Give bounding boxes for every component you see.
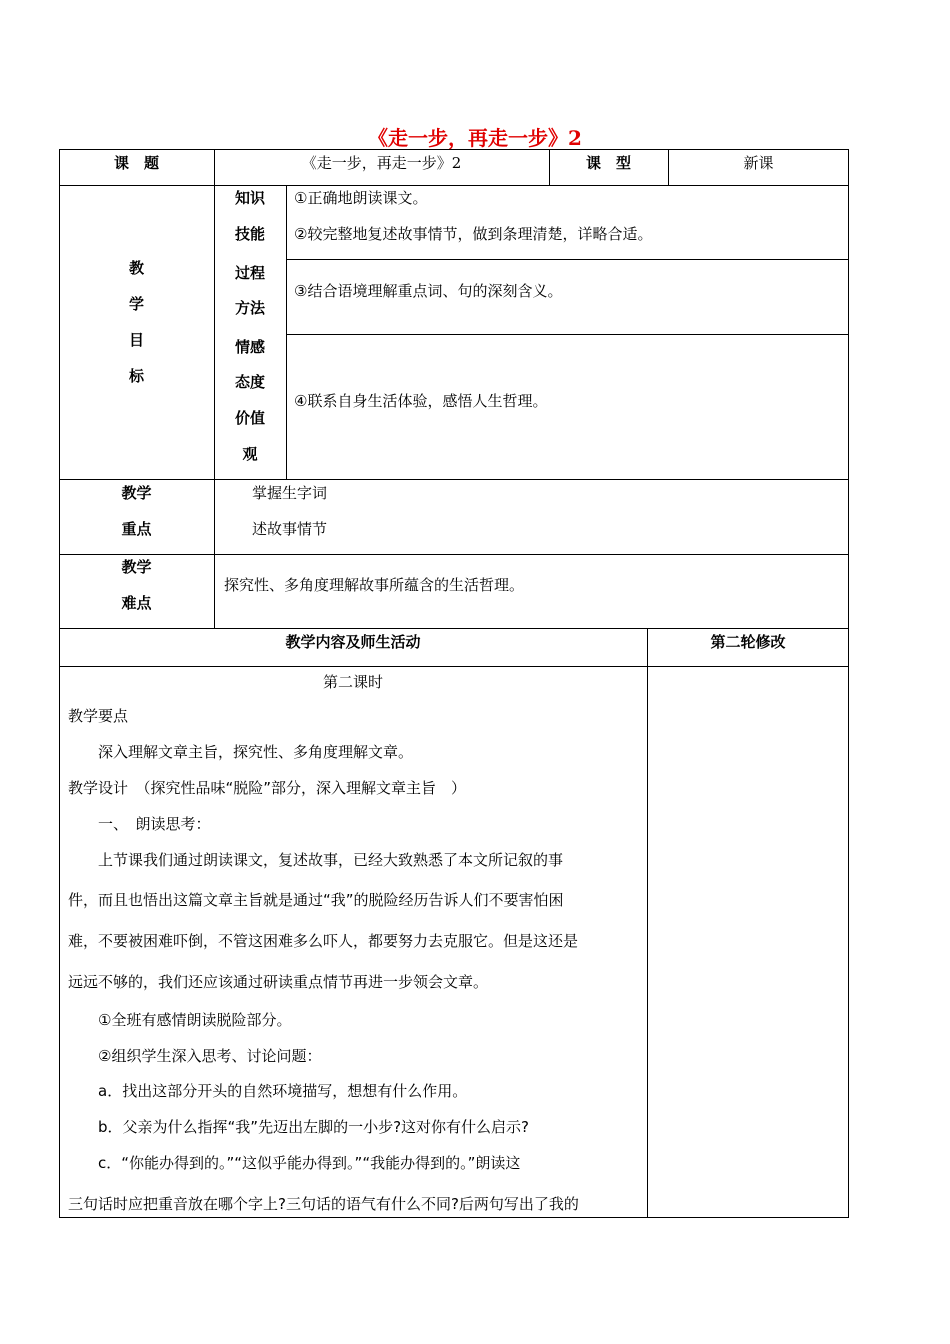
knowledge-label-line: 知识 [234,189,265,207]
process-item: ③结合语境理解重点词、句的深刻含义。 [294,282,563,300]
content-line: 上节课我们通过朗读课文，复述故事，已经大致熟悉了本文所记叙的事 [68,851,564,869]
objectives-char: 目 [128,331,144,349]
process-label-line: 方法 [234,299,265,317]
content-header-right: 第二轮修改 [710,633,786,651]
content-line: 远远不够的，我们还应该通过研读重点情节再进一步领会文章。 [68,973,489,991]
key-point-item: 掌握生字词 [252,484,328,502]
content-line: ①全班有感情朗读脱险部分。 [68,1011,292,1029]
emotion-label-line: 观 [242,445,258,463]
content-line: 三句话时应把重音放在哪个字上?三句话的语气有什么不同?后两句写出了我的 [68,1195,579,1213]
emotion-label-line: 态度 [234,373,265,391]
type-value: 新课 [743,154,774,172]
topic-value: 《走一步，再走一步》2 [301,154,462,172]
key-points-label-line: 重点 [121,520,152,538]
content-header-left: 教学内容及师生活动 [285,633,421,651]
content-line: 难，不要被困难吓倒，不管这困难多么吓人，都要努力去克服它。但是这还是 [68,932,579,950]
objectives-char: 学 [128,295,144,313]
content-line: 教学设计 （探究性品味“脱险”部分，深入理解文章主旨 ） [68,779,467,797]
knowledge-label-line: 技能 [234,225,265,243]
emotion-label-line: 情感 [234,338,265,356]
knowledge-item: ①正确地朗读课文。 [294,189,428,207]
process-label-line: 过程 [234,264,265,282]
type-label: 课 型 [585,154,631,172]
content-line: 深入理解文章主旨，探究性、多角度理解文章。 [68,743,414,761]
content-line: ②组织学生深入思考、讨论问题： [68,1047,322,1065]
session-title: 第二课时 [322,673,383,691]
content-line: a．找出这部分开头的自然环境描写，想想有什么作用。 [68,1082,468,1100]
difficulties-text: 探究性、多角度理解故事所蕴含的生活哲理。 [224,576,525,594]
emotion-item: ④联系自身生活体验，感悟人生哲理。 [294,392,548,410]
difficulties-label-line: 教学 [121,558,152,576]
objectives-char: 教 [128,259,144,277]
topic-label: 课 题 [113,154,159,172]
key-point-item: 述故事情节 [252,520,328,538]
content-line: c．“你能办得到的。”“这似乎能办得到。”“我能办得到的。”朗读这 [68,1154,521,1172]
content-line: 一、 朗读思考： [68,815,211,833]
objectives-char: 标 [128,367,144,385]
content-line: 教学要点 [68,707,129,725]
document-title: 《走一步，再走一步》2 [368,126,582,150]
difficulties-label-line: 难点 [121,594,152,612]
key-points-label-line: 教学 [121,484,152,502]
emotion-label-line: 价值 [234,409,265,427]
content-line: b．父亲为什么指挥“我”先迈出左脚的一小步?这对你有什么启示? [68,1118,529,1136]
content-line: 件，而且也悟出这篇文章主旨就是通过“我”的脱险经历告诉人们不要害怕困 [68,891,564,909]
knowledge-item: ②较完整地复述故事情节，做到条理清楚，详略合适。 [294,225,653,243]
